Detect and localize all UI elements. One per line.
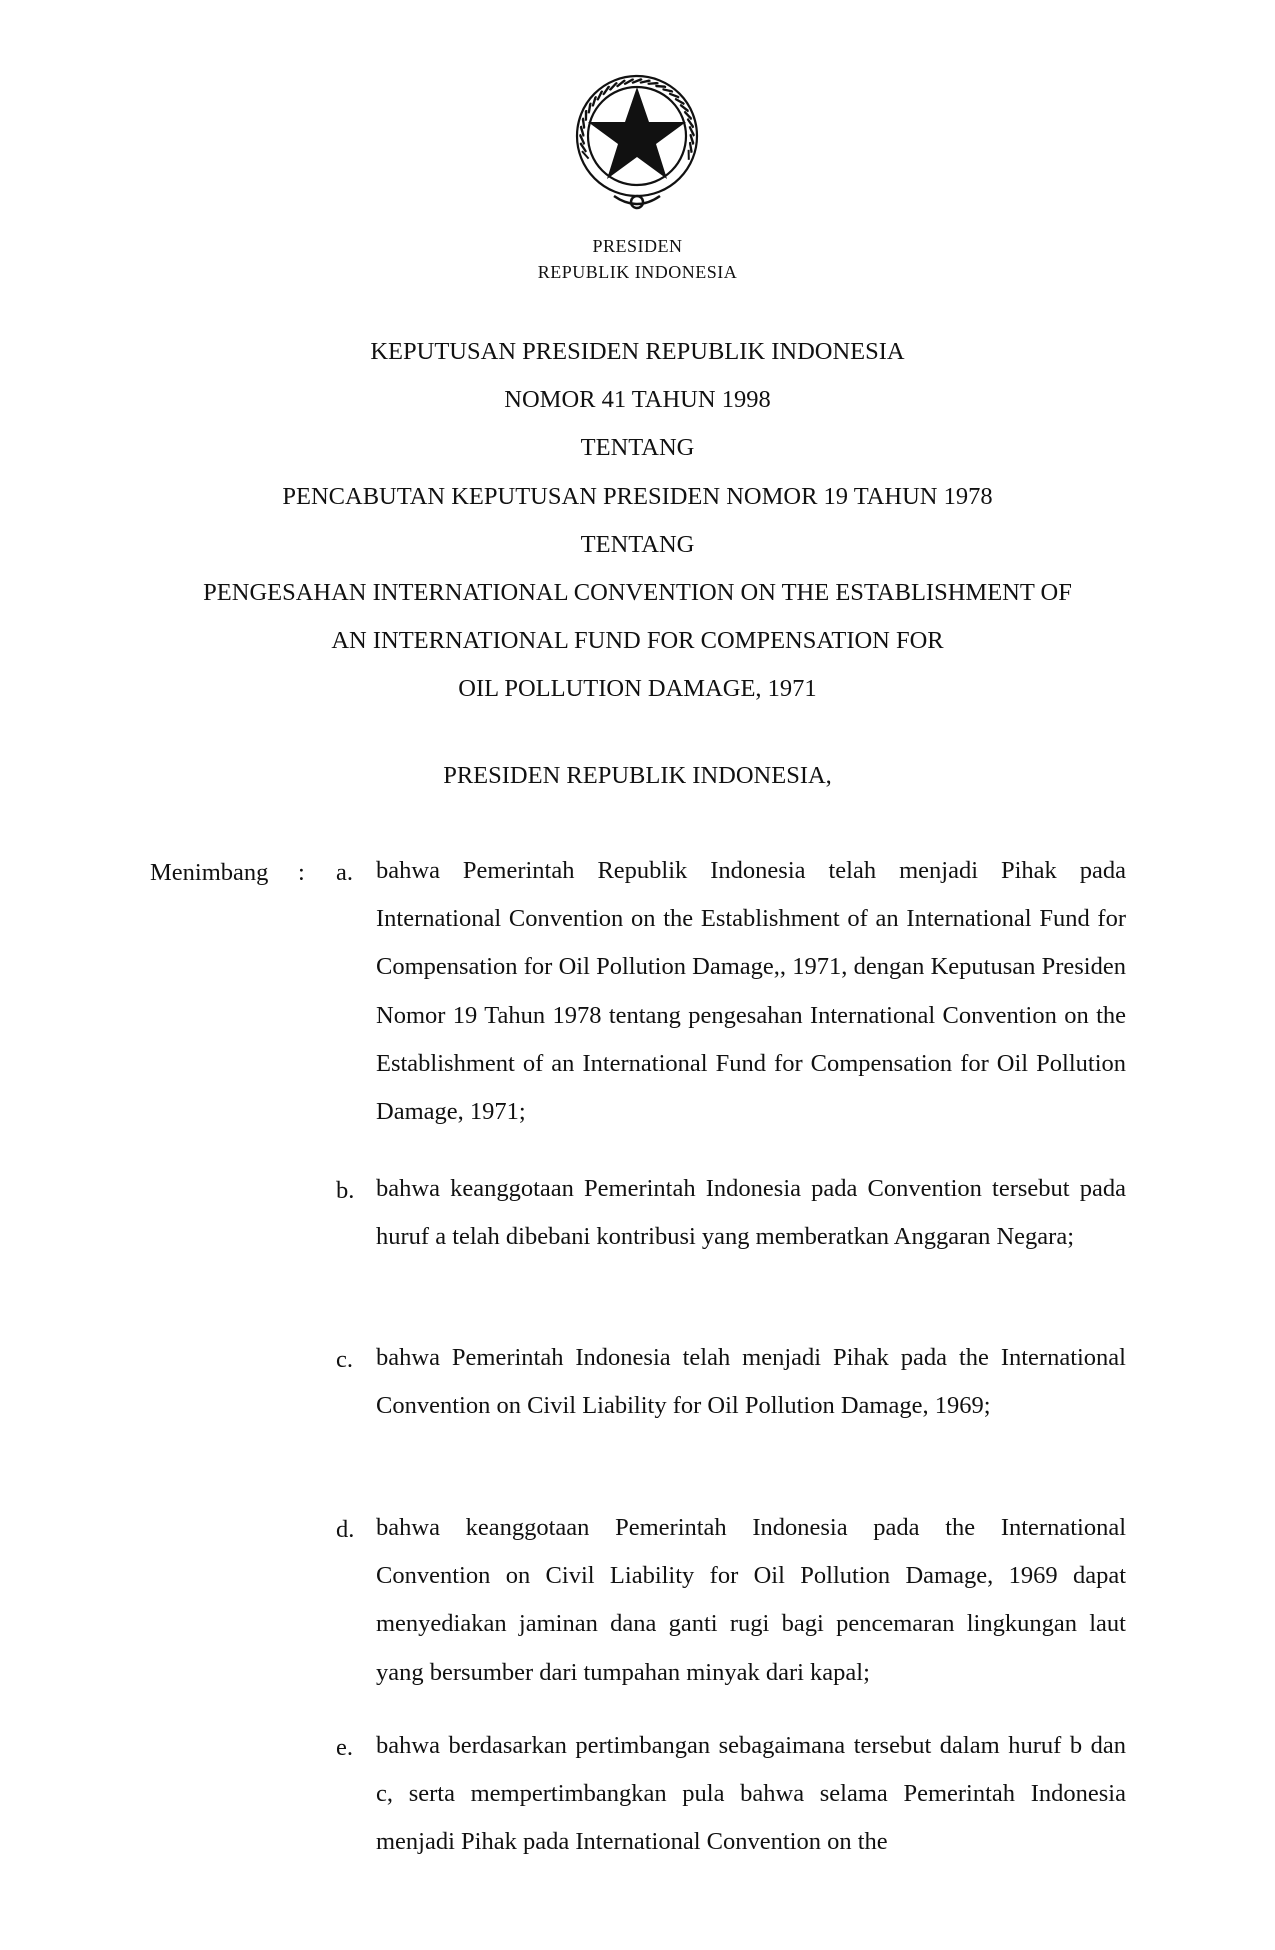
wreath-leaf [593, 97, 596, 107]
president-heading: PRESIDEN REPUBLIK INDONESIA, [443, 762, 832, 789]
wreath-leaf [649, 83, 659, 84]
title-line: PENGESAHAN INTERNATIONAL CONVENTION ON THE ESTABLISHMENT OF [203, 579, 1072, 607]
item-letter-a: a. [336, 859, 353, 886]
wreath-leaf [583, 119, 584, 129]
wreath-leaf [624, 79, 633, 84]
wreath-leaf [676, 99, 685, 104]
item-text-a: bahwa Pemerintah Republik Indonesia telah menjadi Pihak pada International Convention on the Establishment of an International Fund for Compensation for Oil Pollution Damage,, 1971, dengan Keputusan Presiden Nomor 19 Tahun 1978 tentang pengesahan International Convention on the Establishment of an International Fund for Compensation for Oil Pollution Damage, 1971; [376, 857, 1126, 1126]
item-text-c: bahwa Pemerintah Indonesia telah menjadi Pihak pada the International Convention on Civil Liability for Oil Pollution Damage, 1969; [376, 1344, 1126, 1420]
item-letter-e: e. [336, 1734, 353, 1761]
wreath-leaf [597, 91, 601, 100]
item-text-d: bahwa keanggotaan Pemerintah Indonesia pada the International Convention on Civil Liability for Oil Pollution Damage, 1969 dapat menyediakan jaminan dana ganti rugi bagi pencemaran lingkungan laut yang bersumber dari tumpahan minyak dari kapal; [376, 1514, 1126, 1686]
wreath-leaf [617, 80, 625, 86]
title-line: KEPUTUSAN PRESIDEN REPUBLIK INDONESIA [370, 338, 905, 365]
wreath-leaf [610, 83, 617, 90]
item-letter-b: b. [336, 1177, 355, 1204]
item-text-b: bahwa keanggotaan Pemerintah Indonesia pada Convention tersebut pada huruf a telah dibebani kontribusi yang memberatkan Anggaran Negara; [376, 1175, 1126, 1251]
considering-label: Menimbang [150, 859, 269, 886]
title-line: OIL POLLUTION DAMAGE, 1971 [458, 675, 817, 703]
title-line: NOMOR 41 TAHUN 1998 [504, 386, 771, 414]
title-line: PENCABUTAN KEPUTUSAN PRESIDEN NOMOR 19 TAHUN 1978 [282, 482, 993, 510]
wreath-leaf [581, 144, 587, 152]
wreath-leaf [641, 81, 651, 83]
wreath-leaf [603, 87, 609, 95]
letterhead-line-1: PRESIDEN [592, 236, 683, 256]
decree-title [0, 328, 1275, 714]
wreath-leaf [656, 86, 666, 87]
title-line: TENTANG [580, 530, 695, 558]
wreath-leaf [681, 105, 689, 111]
considering-colon: : [298, 859, 305, 886]
wreath-leaf [663, 90, 673, 92]
title-line: AN INTERNATIONAL FUND FOR COMPENSATION FOR [331, 627, 944, 655]
title-line: TENTANG [580, 434, 695, 462]
letterhead-line-2: REPUBLIK INDONESIA [537, 262, 738, 282]
item-text-e: bahwa berdasarkan pertimbangan sebagaimana tersebut dalam huruf b dan c, serta mempertimbangkan pula bahwa selama Pemerintah Indonesia menjadi Pihak pada International Convention on the [376, 1732, 1126, 1856]
item-letter-d: d. [336, 1516, 355, 1543]
presidential-emblem-icon [554, 56, 720, 222]
item-letter-c: c. [336, 1346, 353, 1373]
